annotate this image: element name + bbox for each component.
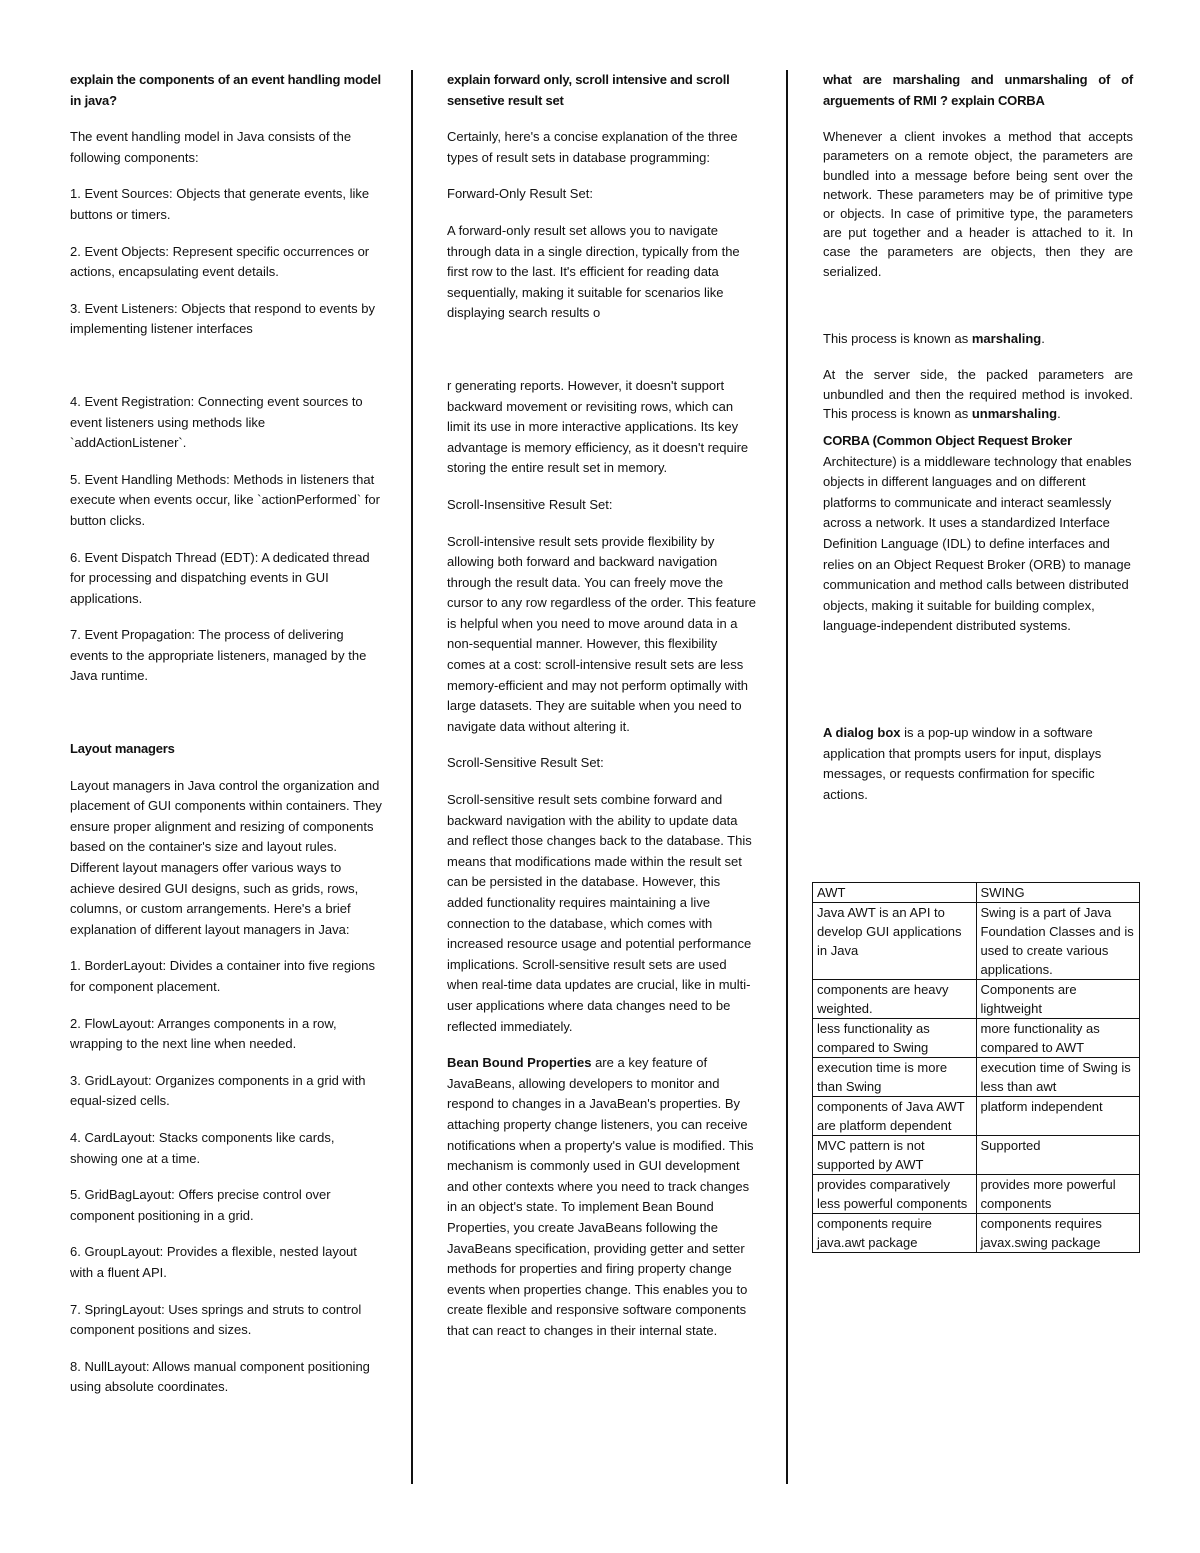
table-row: [813, 980, 1140, 1019]
forward-only-body: A forward-only result set allows you to navigate through data in a single direction, typically from the first row to the last. It's efficient for reading data sequentially, making it suitable for scenarios like displaying search results o: [447, 222, 740, 321]
marshaling-term: marshaling: [971, 330, 1042, 346]
result-set-heading: explain forward only, scroll intensive and scroll sensetive result set: [447, 72, 730, 108]
awt-swing-comparison-table: [812, 882, 1140, 1253]
table-row: [813, 1136, 1140, 1175]
table-row: [813, 1214, 1140, 1253]
table-cell: provides comparatively less powerful components: [813, 1175, 977, 1214]
unmarshaling-definition: [823, 365, 1133, 423]
table-row: [813, 1058, 1140, 1097]
table-cell: provides more powerful components: [976, 1175, 1140, 1214]
scroll-sensitive-title: Scroll-Sensitive Result Set:: [447, 755, 604, 771]
column-event-handling: [70, 70, 382, 1414]
event-component-item: 6. Event Dispatch Thread (EDT): A dedicated thread for processing and dispatching events in GUI applications.: [70, 549, 370, 606]
column-result-sets: [447, 70, 759, 1357]
dialog-box-body: is a pop-up window in a software application that prompts users for input, displays messages, or requests confirmation for specific actions.: [823, 724, 1102, 802]
event-component-item: 1. Event Sources: Objects that generate events, like buttons or timers.: [70, 186, 370, 222]
table-cell: platform independent: [976, 1097, 1140, 1136]
layout-item: 8. NullLayout: Allows manual component positioning using absolute coordinates.: [70, 1358, 370, 1395]
table-row: [813, 1097, 1140, 1136]
layout-item: 2. FlowLayout: Arranges components in a row, wrapping to the next line when needed.: [70, 1015, 337, 1052]
table-header-cell: SWING: [976, 883, 1140, 903]
marshaling-definition-end: .: [1041, 330, 1045, 346]
marshaling-heading: what are marshaling and unmarshaling of of arguements of RMI ? explain CORBA: [823, 72, 1133, 108]
table-cell: more functionality as compared to AWT: [976, 1019, 1140, 1058]
table-cell: Java AWT is an API to develop GUI applications in Java: [813, 903, 977, 980]
dialog-box-term: A dialog box: [823, 724, 901, 740]
layout-item: 1. BorderLayout: Divides a container into five regions for component placement.: [70, 958, 375, 994]
scroll-sensitive-body: Scroll-sensitive result sets combine forward and backward navigation with the ability to update data and reflect those changes back to the database. This means that modifications made within the result set can be persisted in the database. However, this added functionality requires maintaining a live connection to the database, which comes with increased resource usage and potential performance implications. Scroll-sensitive result sets are used when real-time data updates are crucial, like in multi-user applications where data changes need to be reflected immediately.: [447, 792, 752, 1034]
marshaling-definition-text: This process is known as: [823, 330, 972, 346]
marshaling-paragraph: Whenever a client invokes a method that accepts parameters on a remote object, the parameters are bundled into a message before being sent over the network. These parameters may be of primitive type or objects. In case of primitive type, the parameters are put together and a header is attached to it. In case the parameters are objects, then they are serialized.: [823, 129, 1133, 279]
marshaling-definition: [823, 329, 1133, 350]
table-cell: components require java.awt package: [813, 1214, 977, 1253]
layout-item: 3. GridLayout: Organizes components in a grid with equal-sized cells.: [70, 1072, 366, 1109]
column-divider-left: [411, 70, 413, 1484]
scroll-insensitive-body: Scroll-intensive result sets provide flexibility by allowing both forward and backward navigation through the result data. You can freely move the cursor to any row regardless of the order. This feature is helpful when you need to move around data in a non-sequential manner. However, this flexibility comes at a cost: scroll-intensive result sets are less memory-efficient and may not perform optimally with large datasets. They are suitable when you need to navigate data without altering it.: [447, 533, 757, 734]
forward-only-title: Forward-Only Result Set:: [447, 186, 593, 202]
unmarshaling-definition-end: .: [1057, 405, 1061, 421]
table-cell: less functionality as compared to Swing: [813, 1019, 977, 1058]
table-cell: execution time of Swing is less than awt: [976, 1058, 1140, 1097]
event-component-item: 3. Event Listeners: Objects that respond to events by implementing listener interfaces: [70, 300, 375, 337]
table-cell: components are heavy weighted.: [813, 980, 977, 1019]
layout-item: 7. SpringLayout: Uses springs and struts to control component positions and sizes.: [70, 1301, 362, 1338]
layout-item: 4. CardLayout: Stacks components like cards, showing one at a time.: [70, 1129, 335, 1166]
layout-item: 6. GroupLayout: Provides a flexible, nested layout with a fluent API.: [70, 1244, 357, 1280]
unmarshaling-term: unmarshaling: [971, 405, 1058, 421]
bean-bound-body: are a key feature of JavaBeans, allowing developers to monitor and respond to changes in a JavaBean's properties. By attaching property change listeners, you can receive notifications when a property's value is modified. This mechanism is commonly used in GUI development and other contexts where you need to track changes in an object's state. To implement Bean Bound Properties, you create JavaBeans following the JavaBeans specification, providing getter and setter methods for properties and firing property change events when properties change. This enables you to create flexible and responsive software components that can react to changes in their internal state.: [447, 1055, 754, 1338]
event-component-item: 4. Event Registration: Connecting event sources to event listeners using methods like `addActionListener`.: [70, 393, 363, 451]
table-cell: Components are lightweight: [976, 980, 1140, 1019]
table-row: [813, 903, 1140, 980]
forward-only-body-continued: r generating reports. However, it doesn't support backward movement or revisiting rows, which can limit its use in more interactive applications. Its key advantage is memory efficiency, as it doesn't require storing the entire result set in memory.: [447, 377, 749, 476]
table-cell: Supported: [976, 1136, 1140, 1175]
dialog-box-paragraph: [823, 723, 1133, 805]
table-cell: components of Java AWT are platform dependent: [813, 1097, 977, 1136]
bean-bound-paragraph: [447, 1053, 759, 1341]
column-rmi-corba: [823, 70, 1133, 821]
result-set-intro: Certainly, here's a concise explanation of the three types of result sets in database programming:: [447, 129, 738, 165]
column-divider-right: [786, 70, 788, 1484]
event-model-intro: The event handling model in Java consists of the following components:: [70, 129, 352, 165]
corba-body: Architecture) is a middleware technology that enables objects in different languages and on different platforms to communicate and interact seamlessly across a network. It uses a standardized Interface Definition Language (IDL) to define interfaces and relies on an Object Request Broker (ORB) to manage communication and method calls between distributed objects, making it suitable for building complex, language-independent distributed systems.: [823, 453, 1132, 634]
table-header-row: [813, 883, 1140, 903]
event-component-item: 5. Event Handling Methods: Methods in listeners that execute when events occur, like `actionPerformed` for button clicks.: [70, 471, 380, 528]
table-row: [813, 1175, 1140, 1214]
corba-heading: CORBA (Common Object Request Broker: [823, 433, 1072, 449]
event-component-item: 2. Event Objects: Represent specific occurrences or actions, encapsulating event details.: [70, 243, 370, 280]
bean-bound-term: Bean Bound Properties: [447, 1055, 592, 1071]
table-cell: MVC pattern is not supported by AWT: [813, 1136, 977, 1175]
table-cell: Swing is a part of Java Foundation Classes and is used to create various applications.: [976, 903, 1140, 980]
scroll-insensitive-title: Scroll-Insensitive Result Set:: [447, 496, 613, 512]
unmarshaling-definition-text: At the server side, the packed parameters are unbundled and then the required method is invoked. This process is known as: [823, 367, 1133, 421]
layout-item: 5. GridBagLayout: Offers precise control over component positioning in a grid.: [70, 1187, 331, 1223]
table-header-cell: AWT: [813, 883, 977, 903]
event-model-heading: explain the components of an event handling model in java?: [70, 72, 381, 108]
table-row: [813, 1019, 1140, 1058]
table-cell: execution time is more than Swing: [813, 1058, 977, 1097]
event-component-item: 7. Event Propagation: The process of delivering events to the appropriate listeners, managed by the Java runtime.: [70, 627, 367, 684]
table-cell: components requires javax.swing package: [976, 1214, 1140, 1253]
layout-managers-heading: Layout managers: [70, 741, 175, 757]
layout-managers-intro: Layout managers in Java control the organization and placement of GUI components within containers. They ensure proper alignment and resizing of components based on the container's size and layout rules. Different layout managers offer various ways to achieve desired GUI designs, such as grids, rows, columns, or custom arrangements. Here's a brief explanation of different layout managers in Java:: [70, 777, 382, 937]
